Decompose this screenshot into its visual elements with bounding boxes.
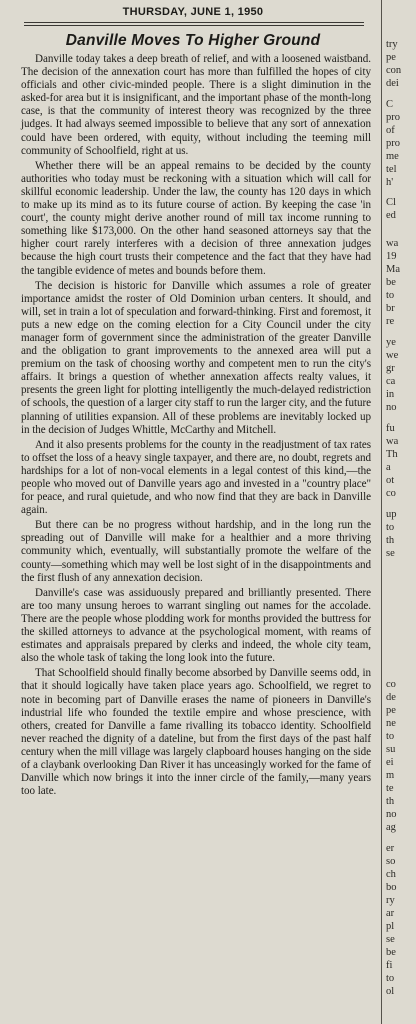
column-fragment: so xyxy=(386,856,396,867)
dateline: THURSDAY, JUNE 1, 1950 xyxy=(122,6,264,18)
paragraph: But there can be no progress without hardship, and in the long run the spreading out of Danville will make for a healthier and a more thriving community which, eventually, will substantially promote the welfare of the county—something which may well be lost sight of in the disappointments and the first flush of any annexation decision. xyxy=(21,519,371,584)
column-fragment: su xyxy=(386,744,396,755)
column-fragment: to xyxy=(386,522,395,533)
paragraph: Danville's case was assiduously prepared and brilliantly presented. There are too many unsung heroes to warrant singling out names for the accolade. There are the people whose plodding work for months provided the buttress for the skilled attorneys to advance at the psychological moment, with reams of estimates and appraisals prepared by clerks and indeed, the whole city team, also the whole task of taking the long look into the future. xyxy=(21,586,371,665)
column-fragment: to xyxy=(386,973,395,984)
column-fragment: ar xyxy=(386,908,395,919)
column-fragment: ry xyxy=(386,895,395,906)
column-fragment: ag xyxy=(386,822,396,833)
column-fragment: no xyxy=(386,402,397,413)
column-fragment: ei xyxy=(386,757,394,768)
column-fragment: tel xyxy=(386,164,397,175)
column-fragment: pro xyxy=(386,112,400,123)
column-fragment: br xyxy=(386,303,395,314)
column-fragment: fi xyxy=(386,960,393,971)
column-fragment: co xyxy=(386,679,396,690)
paragraph: And it also presents problems for the county in the readjustment of tax rates to offset the loss of a heavy single taxpayer, and there are, no doubt, regrets and hardships for a lot of non-vocal elements in a legal contest of this kind,—the people who moved out of Danville years ago and invested in a "country place" for peace, and rural quietude, and who now find that they are back in Danville again. xyxy=(21,438,371,517)
column-fragment: se xyxy=(386,934,395,945)
column-fragment: no xyxy=(386,809,397,820)
column-fragment: C xyxy=(386,99,394,110)
column-fragment: dei xyxy=(386,78,399,89)
column-fragment: th xyxy=(386,535,395,546)
column-fragment: Th xyxy=(386,449,398,460)
column-fragment: er xyxy=(386,843,395,854)
column-fragment: se xyxy=(386,548,395,559)
column-fragment: te xyxy=(386,783,394,794)
column-fragment: ca xyxy=(386,376,396,387)
column-divider xyxy=(381,0,382,1024)
column-fragment: gr xyxy=(386,363,395,374)
paragraph: Danville today takes a deep breath of relief, and with a loosened waistband. The decision of the annexation court has more than fulfilled the hopes of city officials and other civic-minded people. There is a slight diminution in the asked-for area but it is insignificant, and the important phase of the month-long case, is that the community of interest theory was recognized by the three judges. It had always seemed impossible to believe that any sort of annexation could have been ordered, with equity, without including the teeming mill community of Schoolfield, right at us. xyxy=(21,53,371,157)
header-rule-thin xyxy=(24,25,364,26)
column-fragment: pe xyxy=(386,705,396,716)
column-fragment: me xyxy=(386,151,399,162)
column-fragment: ye xyxy=(386,337,396,348)
column-fragment: up xyxy=(386,509,397,520)
column-fragment: ot xyxy=(386,475,395,486)
column-fragment: wa xyxy=(386,436,399,447)
column-fragment: wa xyxy=(386,238,399,249)
column-fragment: of xyxy=(386,125,395,136)
column-fragment: ch xyxy=(386,869,396,880)
column-fragment: h' xyxy=(386,177,394,188)
column-fragment: a xyxy=(386,462,391,473)
editorial-body xyxy=(21,53,371,800)
column-fragment: to xyxy=(386,731,395,742)
column-fragment: 19 xyxy=(386,251,397,262)
column-fragment: we xyxy=(386,350,399,361)
column-fragment: in xyxy=(386,389,395,400)
paragraph: Whether there will be an appeal remains to be decided by the county authorities who today must be reckoning with a situation which will call for skillful economic leadership. Under the law, the county has 120 days in which to make up its mind as to its future course of action. By keeping the case 'in court', the county might derive another round of mill tax income running to something like $173,000. On the other hand seasoned attorneys say that the higher court rarely interferes with a decision of three annexation judges because the high court trusts their competence and the fact that they have had the tangible evidence of metes and bounds before them. xyxy=(21,159,371,277)
column-fragment: Cl xyxy=(386,197,396,208)
column-fragment: be xyxy=(386,277,396,288)
column-fragment: co xyxy=(386,488,396,499)
column-fragment: pro xyxy=(386,138,400,149)
column-fragment: con xyxy=(386,65,402,76)
editorial-headline: Danville Moves To Higher Ground xyxy=(65,32,321,49)
column-fragment: Ma xyxy=(386,264,400,275)
column-fragment: th xyxy=(386,796,395,807)
column-fragment: ed xyxy=(386,210,396,221)
column-fragment: pe xyxy=(386,52,396,63)
column-fragment: pl xyxy=(386,921,395,932)
paragraph: The decision is historic for Danville which assumes a role of greater importance amidst the roster of Old Dominion urban centers. It should, and will, set in train a lot of speculation and forward-thinking. First and foremost, it puts a new edge on the coming election for a City Council under the city manager form of government since the administration of the greater Danville and the obligation to grant improvements to the annexed area will put a premium on the task of choosing worthy and competent men to run the city's affairs. It brings a question of whether annexation affects realty values, it presents the green light for plotting intelligently the much-delayed redistriction of schools, the question of a larger city staff to run the larger city, and the future planning of utilities expansion. All of these problems are inevitably locked up in the decision of Judges Whittle, McCarthy and Mitchell. xyxy=(21,279,371,436)
column-fragment: re xyxy=(386,316,395,327)
header-rule xyxy=(24,22,364,23)
paragraph: That Schoolfield should finally become absorbed by Danville seems odd, in that it should logically have taken place years ago. Schoolfield, we regret to note in becoming part of Danville erases the name of pioneers in Danville's industrial life who founded the textile empire and whose prescience, with others, created for Danville a fame rivalling its tobacco identity. Schoolfield never reached the dignity of a dateline, but from the first days of the past half century when the mill village was largely clapboard houses hanging on the side of a claybank overlooking Dan River it has unceasingly worked for the fame of Danville which now brings it into the inner circle of the family,—many years too late. xyxy=(21,667,371,798)
column-fragment: fu xyxy=(386,423,395,434)
column-fragment: bo xyxy=(386,882,397,893)
column-fragment: de xyxy=(386,692,396,703)
column-fragment: try xyxy=(386,39,398,50)
column-fragment: to xyxy=(386,290,395,301)
column-fragment: be xyxy=(386,947,396,958)
adjacent-column-fragments xyxy=(386,0,416,1024)
column-fragment: m xyxy=(386,770,395,781)
column-fragment: ne xyxy=(386,718,396,729)
column-fragment: ol xyxy=(386,986,395,997)
